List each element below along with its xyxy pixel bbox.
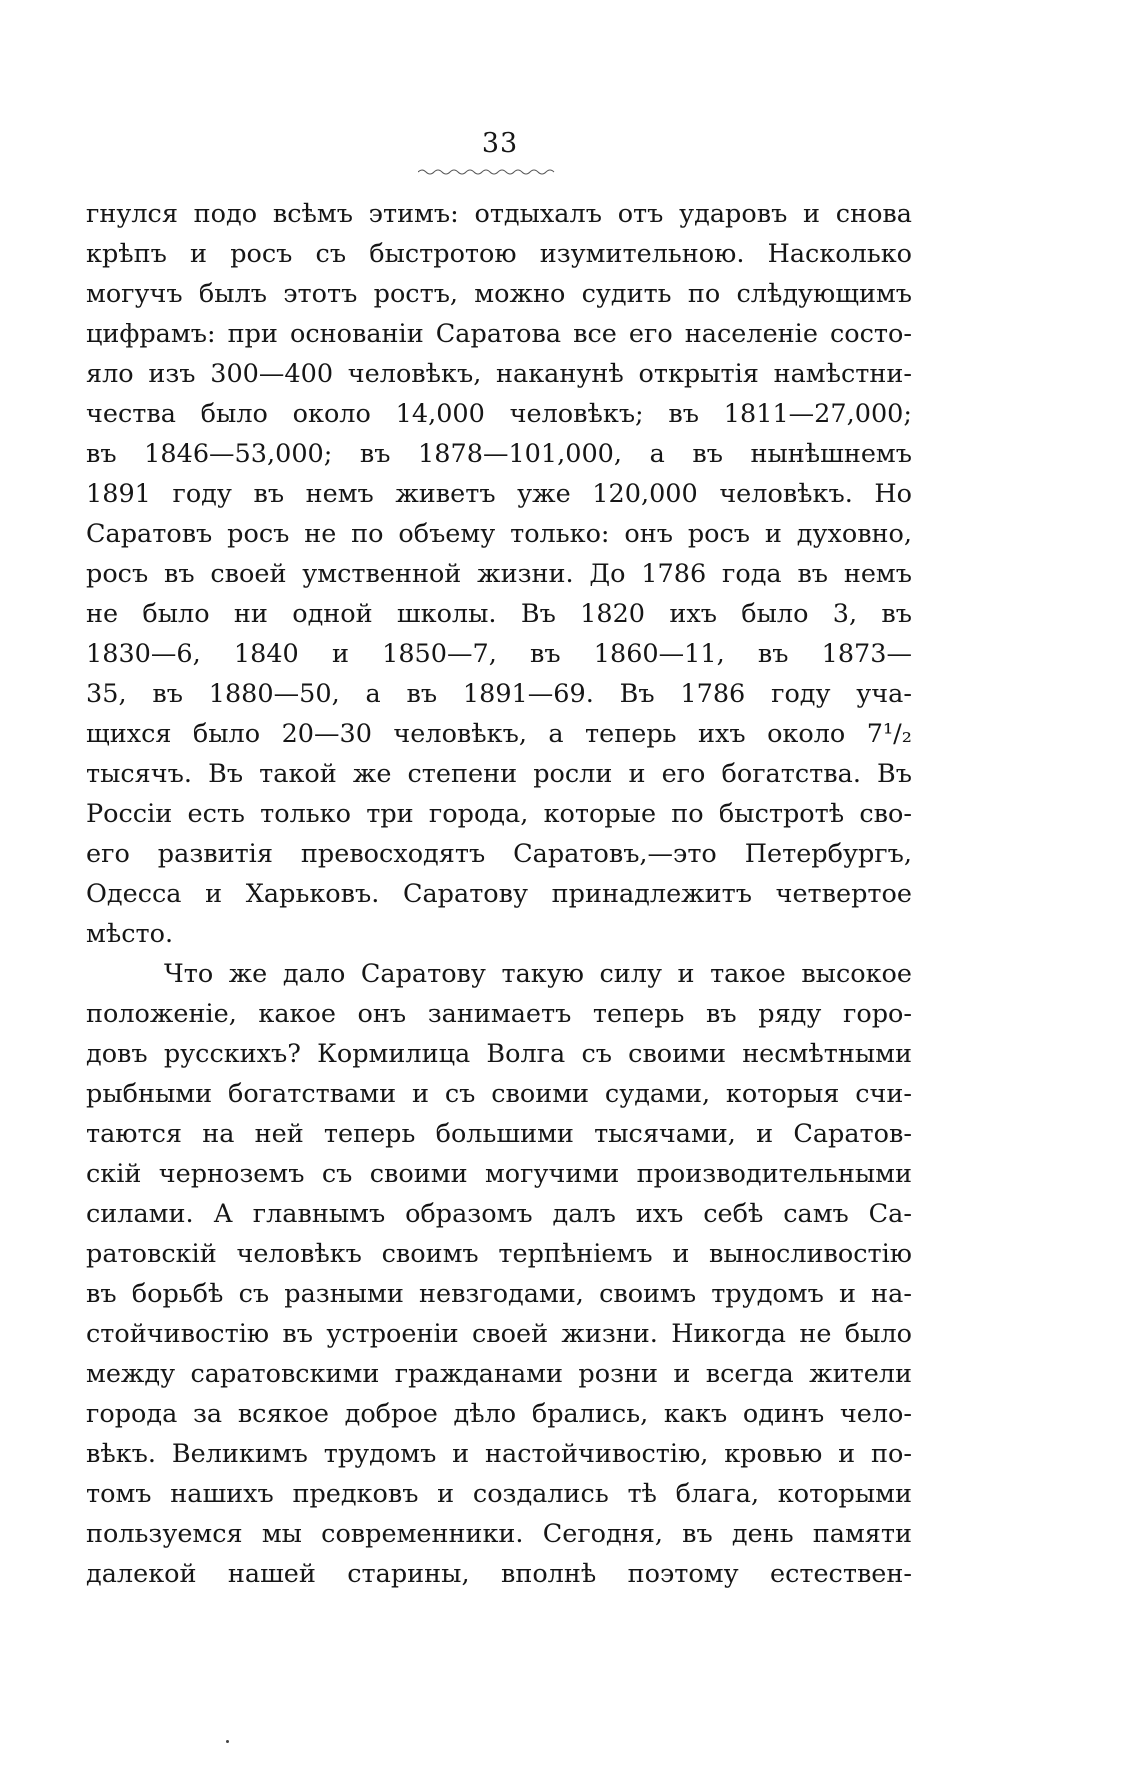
text-line: 1830—6, 1840 и 1850—7, въ 1860—11, въ 1873— xyxy=(86,639,912,669)
paragraph-2 xyxy=(86,954,912,1594)
page-number: 33 xyxy=(481,128,519,159)
text-line: не было ни одной школы. Въ 1820 ихъ было 3, въ xyxy=(86,599,912,629)
text-line: крѣпъ и росъ съ быстротою изумительною. Насколько xyxy=(86,239,912,269)
text-line: росъ въ своей умственной жизни. До 1786 года въ немъ xyxy=(86,559,912,589)
text-line: между саратовскими гражданами розни и всегда жители xyxy=(86,1359,912,1389)
text-line: въ борьбѣ съ разными невзгодами, своимъ трудомъ и на- xyxy=(86,1279,912,1309)
text-line: города за всякое доброе дѣло брались, какъ одинъ чело- xyxy=(86,1399,912,1429)
text-line: 35, въ 1880—50, а въ 1891—69. Въ 1786 году уча- xyxy=(86,679,912,709)
text-line: Одесса и Харьковъ. Саратову принадлежитъ четвертое xyxy=(86,879,912,909)
text-line: скiй черноземъ съ своими могучими производительными xyxy=(86,1159,912,1189)
text-line: вѣкъ. Великимъ трудомъ и настойчивостiю, кровью и по- xyxy=(86,1439,912,1469)
text-line: пользуемся мы современники. Сегодня, въ день памяти xyxy=(86,1519,912,1549)
text-line: чества было около 14,000 человѣкъ; въ 1811—27,000; xyxy=(86,399,912,429)
text-line: Россiи есть только три города, которые по быстротѣ сво- xyxy=(86,799,912,829)
text-line: Саратовъ росъ не по объему только: онъ росъ и духовно, xyxy=(86,519,912,549)
text-line: положенie, какое онъ занимаетъ теперь въ ряду горо- xyxy=(86,999,912,1029)
text-line: довъ русскихъ? Кормилица Волга съ своими несмѣтными xyxy=(86,1039,912,1069)
text-line: рыбными богатствами и съ своими судами, которыя счи- xyxy=(86,1079,912,1109)
text-line: таются на ней теперь большими тысячами, и Саратов- xyxy=(86,1119,912,1149)
text-line: щихся было 20—30 человѣкъ, а теперь ихъ около 7¹/₂ xyxy=(86,719,912,749)
text-line: въ 1846—53,000; въ 1878—101,000, а въ нынѣшнемъ xyxy=(86,439,912,469)
text-line: яло изъ 300—400 человѣкъ, наканунѣ открытiя намѣстни- xyxy=(86,359,912,389)
text-line: мѣсто. xyxy=(86,919,174,949)
text-line: цифрамъ: при основанiи Саратова все его населенie состо- xyxy=(86,319,912,349)
text-line: стойчивостiю въ устроенiи своей жизни. Никогда не было xyxy=(86,1319,912,1349)
text-line: 1891 году въ немъ живетъ уже 120,000 человѣкъ. Но xyxy=(86,479,912,509)
wavy-rule-ornament xyxy=(418,166,558,176)
text-line: тысячъ. Въ такой же степени росли и его богатства. Въ xyxy=(86,759,912,789)
text-line: ратовскiй человѣкъ своимъ терпѣнiемъ и выносливостiю xyxy=(86,1239,912,1269)
text-line: могучъ былъ этотъ ростъ, можно судить по слѣдующимъ xyxy=(86,279,912,309)
text-line: силами. А главнымъ образомъ далъ ихъ себѣ самъ Са- xyxy=(86,1199,912,1229)
body-text xyxy=(86,194,912,1594)
text-line: гнулся подо всѣмъ этимъ: отдыхалъ отъ ударовъ и снова xyxy=(86,199,912,229)
text-line: Что же дало Саратову такую силу и такое высокое xyxy=(164,959,912,989)
text-line: томъ нашихъ предковъ и создались тѣ блага, которыми xyxy=(86,1479,912,1509)
text-line: далекой нашей старины, вполнѣ поэтому естествен- xyxy=(86,1559,912,1589)
scan-speck xyxy=(226,1740,229,1743)
text-line: его развитiя превосходятъ Саратовъ,—это Петербургъ, xyxy=(86,839,912,869)
paragraph-1 xyxy=(86,194,912,954)
